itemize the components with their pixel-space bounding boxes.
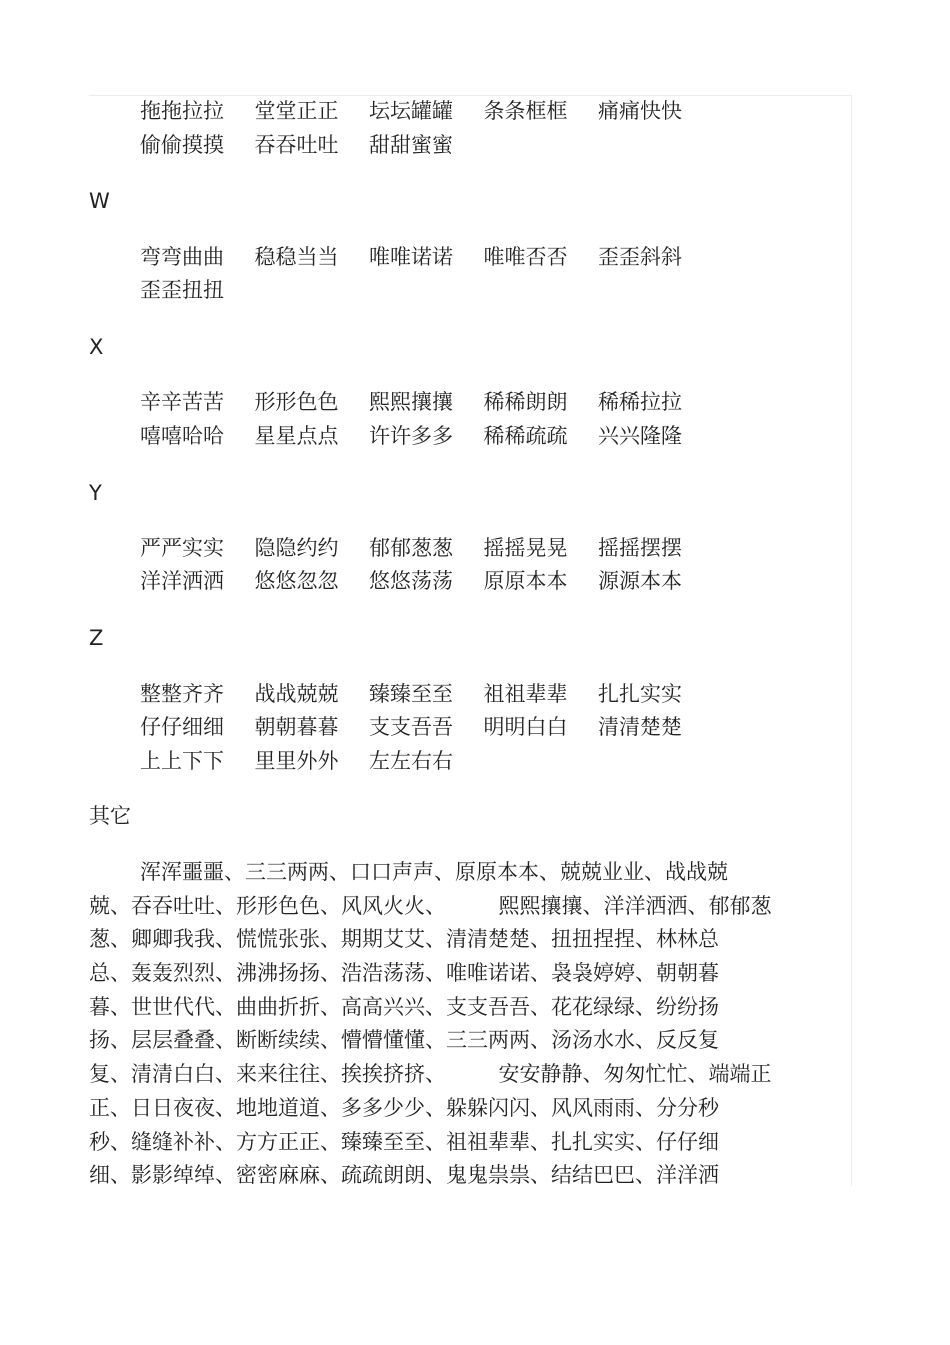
idiom: 原原本本 [483, 569, 568, 593]
idiom: 里里外外 [254, 749, 339, 773]
idiom: 兴兴隆隆 [598, 424, 682, 448]
idiom: 唯唯诺诺 [369, 245, 453, 269]
idiom: 歪歪斜斜 [598, 245, 682, 269]
section-letter-y: Y [89, 481, 102, 505]
idiom-row [140, 714, 713, 740]
idiom: 吞吞吐吐 [254, 133, 339, 157]
idiom-row [140, 423, 713, 449]
idiom-row [140, 132, 484, 158]
idiom: 弯弯曲曲 [140, 245, 224, 269]
idiom: 堂堂正正 [254, 99, 339, 123]
paragraph-line: 兢、吞吞吐吐、形形色色、风风火火、 熙熙攘攘、洋洋洒洒、郁郁葱 [89, 893, 772, 918]
paragraph-line: 浑浑噩噩、三三两两、口口声声、原原本本、兢兢业业、战战兢 [140, 860, 728, 884]
idiom: 严严实实 [140, 536, 224, 560]
idiom: 整整齐齐 [140, 682, 224, 706]
idiom: 臻臻至至 [369, 682, 453, 706]
section-letter-w: W [89, 189, 110, 213]
idiom: 形形色色 [254, 390, 339, 414]
idiom: 源源本本 [598, 569, 682, 593]
idiom: 稳稳当当 [254, 245, 339, 269]
idiom: 稀稀疏疏 [483, 424, 568, 448]
idiom: 祖祖辈辈 [483, 682, 568, 706]
idiom: 辛辛苦苦 [140, 390, 224, 414]
idiom: 上上下下 [140, 749, 224, 773]
section-letter-z: Z [89, 626, 104, 650]
idiom: 左左右右 [369, 749, 453, 773]
idiom: 唯唯否否 [483, 245, 568, 269]
other-paragraph [89, 859, 819, 1186]
paragraph-line: 总、轰轰烈烈、沸沸扬扬、浩浩荡荡、唯唯诺诺、袅袅婷婷、朝朝暮 [89, 961, 719, 986]
idiom: 仔仔细细 [140, 715, 224, 739]
idiom: 摇摇摆摆 [598, 536, 682, 560]
idiom: 清清楚楚 [598, 715, 682, 739]
idiom-row [140, 568, 713, 594]
idiom: 悠悠忽忽 [254, 569, 339, 593]
idiom-row [140, 98, 713, 124]
idiom: 战战兢兢 [254, 682, 339, 706]
idiom: 星星点点 [254, 424, 339, 448]
document-page [89, 95, 852, 1186]
idiom-row [140, 389, 713, 415]
idiom: 摇摇晃晃 [483, 536, 568, 560]
paragraph-line: 秒、缝缝补补、方方正正、臻臻至至、祖祖辈辈、扎扎实实、仔仔细 [89, 1129, 719, 1154]
idiom: 歪歪扭扭 [140, 278, 224, 302]
idiom-row [140, 681, 713, 707]
paragraph-line: 扬、层层叠叠、断断续续、懵懵懂懂、三三两两、汤汤水水、反反复 [89, 1028, 719, 1053]
idiom: 稀稀拉拉 [598, 390, 682, 414]
idiom: 拖拖拉拉 [140, 99, 224, 123]
idiom: 痛痛快快 [598, 99, 682, 123]
idiom: 明明白白 [483, 715, 568, 739]
idiom: 条条框框 [483, 99, 568, 123]
idiom: 支支吾吾 [369, 715, 453, 739]
idiom: 坛坛罐罐 [369, 99, 453, 123]
idiom: 郁郁葱葱 [369, 536, 453, 560]
idiom: 稀稀朗朗 [483, 390, 568, 414]
paragraph-line: 复、清清白白、来来往往、挨挨挤挤、 安安静静、匆匆忙忙、端端正 [89, 1062, 772, 1087]
paragraph-line: 正、日日夜夜、地地道道、多多少少、躲躲闪闪、风风雨雨、分分秒 [89, 1095, 719, 1120]
idiom-row [140, 244, 713, 270]
paragraph-line: 细、影影绰绰、密密麻麻、疏疏朗朗、鬼鬼祟祟、结结巴巴、洋洋洒 [89, 1163, 719, 1186]
idiom: 隐隐约约 [254, 536, 339, 560]
idiom: 许许多多 [369, 424, 453, 448]
idiom-row [140, 748, 484, 774]
idiom: 洋洋洒洒 [140, 569, 224, 593]
idiom-row [140, 535, 713, 561]
idiom-row [140, 277, 255, 303]
idiom: 熙熙攘攘 [369, 390, 453, 414]
idiom: 扎扎实实 [598, 682, 682, 706]
section-letter-x: X [89, 335, 104, 359]
idiom: 嘻嘻哈哈 [140, 424, 224, 448]
idiom: 甜甜蜜蜜 [369, 133, 453, 157]
paragraph-line: 暮、世世代代、曲曲折折、高高兴兴、支支吾吾、花花绿绿、纷纷扬 [89, 994, 719, 1019]
idiom: 悠悠荡荡 [369, 569, 453, 593]
section-label-other: 其它 [89, 804, 131, 828]
idiom: 偷偷摸摸 [140, 133, 224, 157]
paragraph-line: 葱、卿卿我我、慌慌张张、期期艾艾、清清楚楚、扭扭捏捏、林林总 [89, 927, 719, 952]
idiom: 朝朝暮暮 [254, 715, 339, 739]
